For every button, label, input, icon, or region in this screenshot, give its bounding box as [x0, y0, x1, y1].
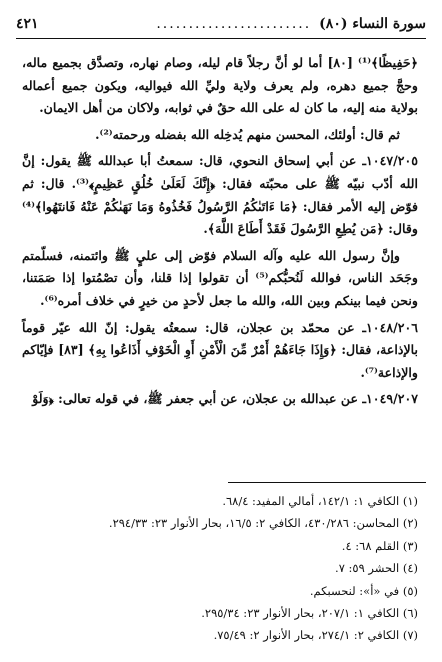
footnotes — [22, 490, 418, 647]
paragraph-4: وإنَّ رسول الله عليه وآله السلام فوّض إلى عليٍ ﷺ وائتمنه، فسلّمتم وجَحَد الناس، فوالله لَنُحبُّكم⁽⁵⁾ أن تقولوا إذا قلنا، وأن تصْمُتوا إذا صَمَتنا، ونحن فيما بينكم وبين الله، والله ما جعل لأحدٍ من خيرٍ في خلاف أمره⁽⁶⁾. — [22, 247, 418, 308]
paragraph-2: ثم قال: أولئك، المحسن منهم يُدخِله الله بفضله ورحمته⁽²⁾. — [95, 126, 400, 142]
header-dot-leader: ........................ — [156, 16, 312, 32]
footnote-3: (٣) القلم ٦٨: ٤. — [341, 538, 418, 553]
footnote-4: (٤) الحشر ٥٩: ٧. — [335, 561, 418, 576]
paragraph-1: ﴿حَفِيظًا﴾⁽¹⁾ [٨٠] أما لو أنَّ رجلاً قام ليله، وصام نهاره، وتصدَّق بجميع ماله، وحجَّ جميع دهره، ولم يعرف ولاية وليِّ الله فيواليه، ويكون جميع أعماله بولاية منه إليه، ما كان له على الله حقٌ في ثوابه، ولاكان من أهل الايمان. — [22, 55, 418, 116]
surah-title: سورة النساء (٨٠) — [319, 16, 426, 32]
hadith-1049: ١٠٤٩/٢٠٧ـ عن عبدالله بن عجلان، عن أبي جعفر ﷺ، في قوله تعالى: ﴿وَلَوْ — [32, 391, 418, 407]
footnote-rule — [228, 482, 426, 483]
header-rule — [16, 38, 426, 39]
footnote-6: (٦) الكافي ١: ٢٠٧/١، بحار الأنوار ٢٣: ٢٩٥/٣٤. — [201, 606, 418, 621]
page-number: ٤٢١ — [16, 16, 39, 32]
hadith-1048: ١٠٤٨/٢٠٦ـ عن محمّد بن عجلان، قال: سمعتُه يقول: إنّ الله عيّر قوماً بالإذاعة، فقال: ﴿وَإِذَا جَاءَهُمْ أَمْرٌ مِّنَ الْأَمْنِ أَوِ الْخَوْفِ أَذَاعُوا بِهِ﴾ [٨٣] فإيّاكم والإذاعة⁽⁷⁾. — [22, 319, 418, 380]
main-text — [22, 52, 418, 415]
footnote-2: (٢) المحاسن: ٤٣٠/٢٨٦، الكافي ٢: ١٦/٥، بحار الأنوار ٢٣: ٢٩٤/٣٣. — [108, 516, 418, 531]
footnote-5: (٥) في «أ»: لنحسبكم. — [309, 583, 418, 598]
footnote-1: (١) الكافي ١: ١٤٢/١، أمالي المفيد: ٦٨/٤. — [222, 494, 418, 508]
running-header — [16, 12, 426, 36]
footnote-7: (٧) الكافي ٢: ٢٧٤/١، بحار الأنوار ٢: ٧٥/٤٩. — [213, 628, 418, 643]
hadith-1047: ١٠٤٧/٢٠٥ـ عن أبي إسحاق النحوي، قال: سمعتُ أبا عبدالله ﷺ يقول: إنَّ الله أدّب نبيّه ﷺ على محبّته فقال: ﴿إِنَّكَ لَعَلَىٰ خُلُقٍ عَظِيمٍ﴾⁽³⁾. قال: ثم فوّض إليه الأمر فقال: ﴿مَا ءَاتَىٰكُمُ الرَّسُولُ فَخُذُوهُ وَمَا نَهَىٰكُمْ عَنْهُ فَانتَهُوا﴾⁽⁴⁾ وقال: ﴿مَن يُطِعِ الرَّسُولَ فَقَدْ أَطَاعَ اللَّهَ﴾. — [22, 153, 419, 237]
